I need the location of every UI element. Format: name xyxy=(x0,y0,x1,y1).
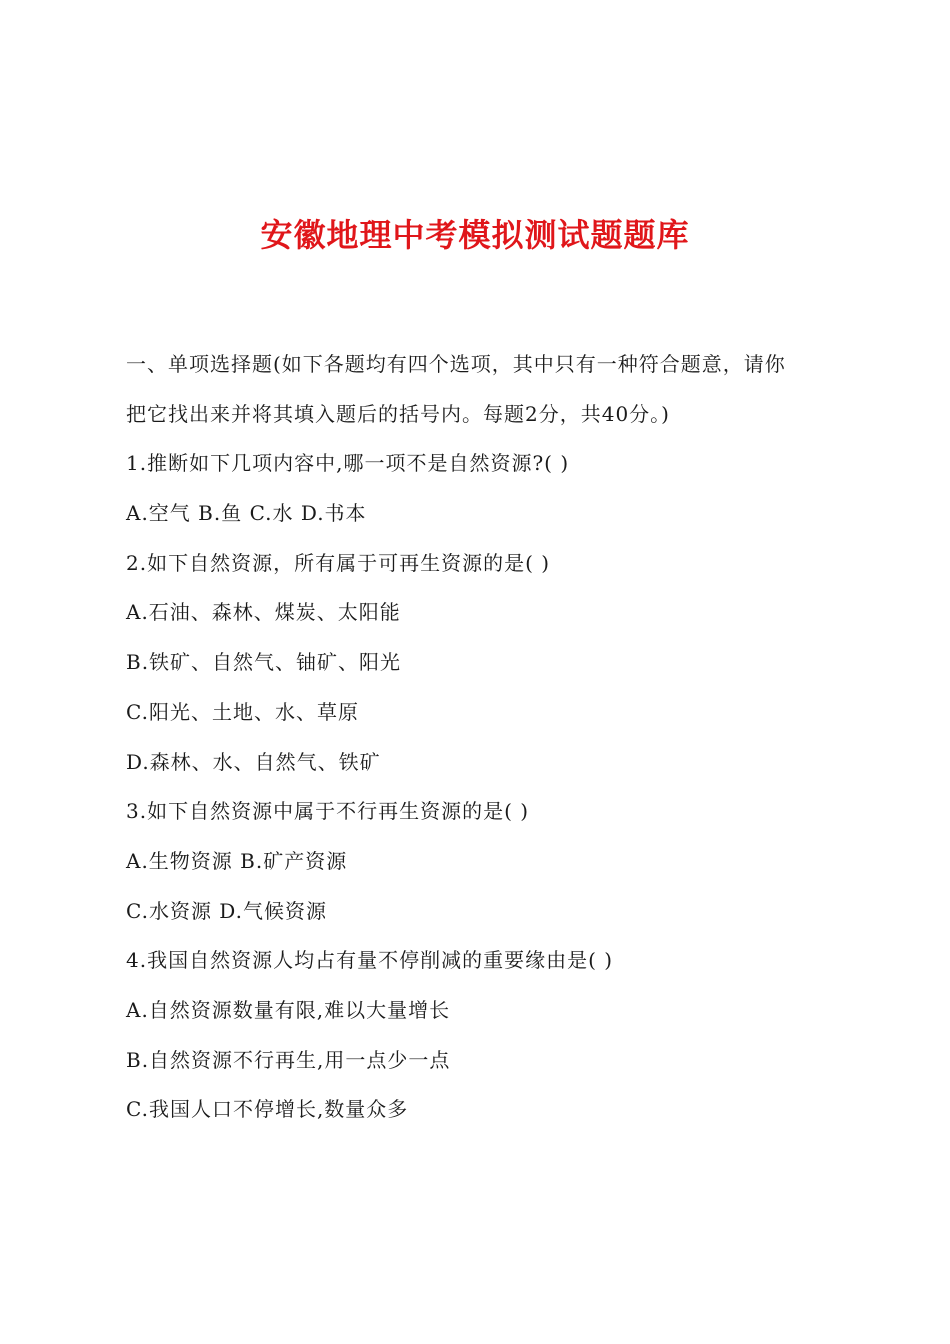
question-3-options-cd: C.水资源 D.气候资源 xyxy=(126,898,327,923)
question-2-option-a: A.石油、森林、煤炭、太阳能 xyxy=(126,600,401,625)
question-2-option-b: B.铁矿、自然气、铀矿、阳光 xyxy=(126,650,402,675)
question-4: 4.我国自然资源人均占有量不停削减的重要缘由是( ) xyxy=(126,948,614,973)
document-title: 安徽地理中考模拟测试题题库 xyxy=(260,216,690,254)
question-2-option-c: C.阳光、土地、水、草原 xyxy=(126,699,359,724)
question-4-option-a: A.自然资源数量有限,难以大量增长 xyxy=(126,997,451,1022)
section-heading-line-1: 一、单项选择题(如下各题均有四个选项，其中只有一种符合题意，请你 xyxy=(126,352,786,376)
question-2-option-d: D.森林、水、自然气、铁矿 xyxy=(126,749,381,774)
document-body xyxy=(126,340,836,1135)
question-2: 2.如下自然资源，所有属于可再生资源的是( ) xyxy=(126,550,551,575)
question-3: 3.如下自然资源中属于不行再生资源的是( ) xyxy=(126,799,530,824)
question-1-options: A.空气 B.鱼 C.水 D.书本 xyxy=(126,501,367,526)
question-1: 1.推断如下几项内容中,哪一项不是自然资源?( ) xyxy=(126,451,570,476)
question-4-option-b: B.自然资源不行再生,用一点少一点 xyxy=(126,1047,451,1072)
section-heading-line-2: 把它找出来并将其填入题后的括号内。每题2分，共40分。) xyxy=(126,401,670,426)
question-3-options-ab: A.生物资源 B.矿产资源 xyxy=(126,848,348,873)
question-4-option-c: C.我国人口不停增长,数量众多 xyxy=(126,1097,409,1122)
